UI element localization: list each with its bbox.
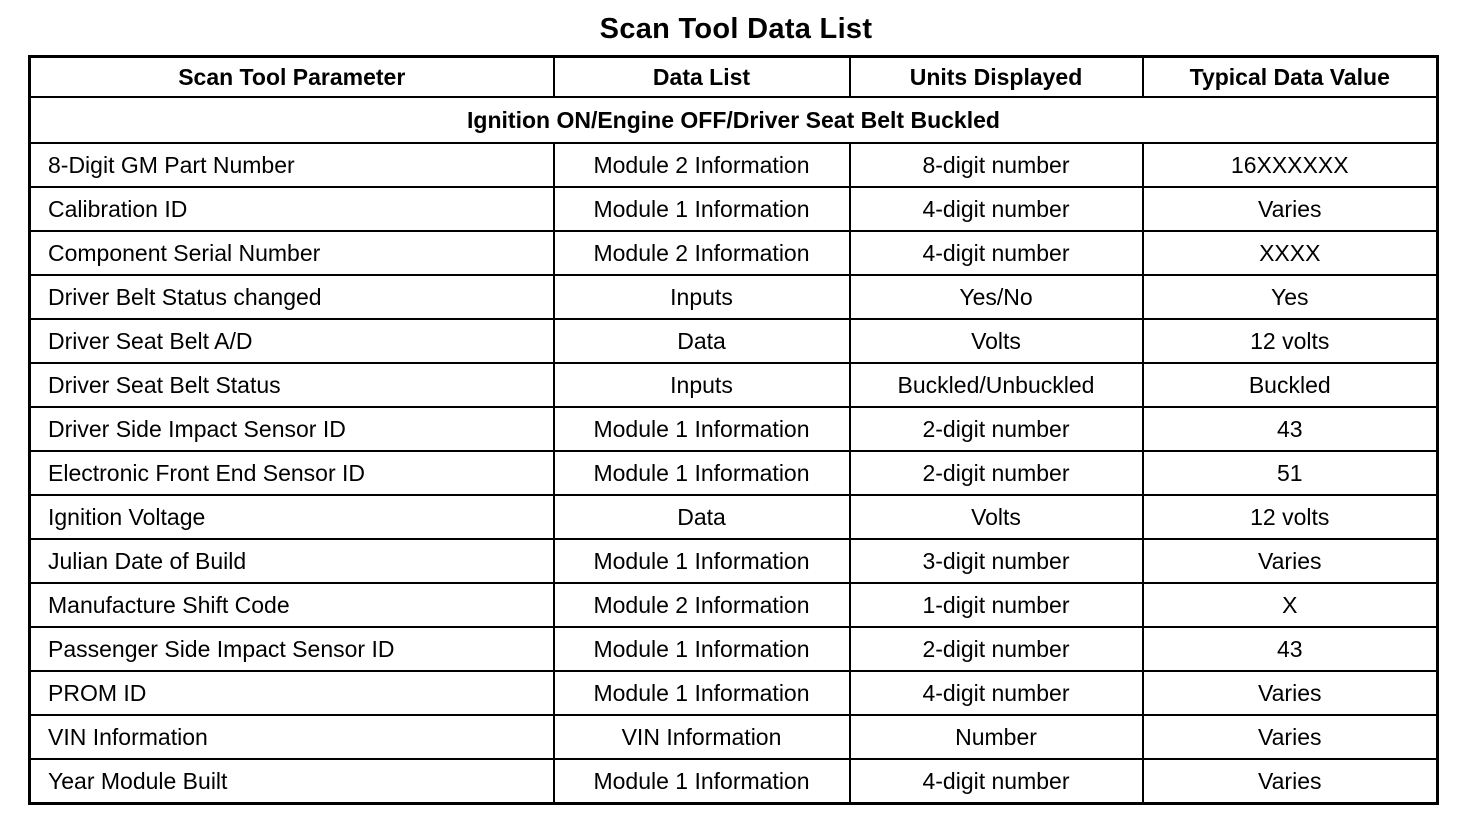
cell-typical-data-value: 12 volts bbox=[1143, 319, 1438, 363]
cell-scan-tool-parameter: Electronic Front End Sensor ID bbox=[30, 451, 554, 495]
table-row bbox=[30, 275, 1438, 319]
cell-data-list: Inputs bbox=[554, 275, 850, 319]
cell-scan-tool-parameter: Driver Seat Belt Status bbox=[30, 363, 554, 407]
column-header-scan-tool-parameter: Scan Tool Parameter bbox=[30, 57, 554, 98]
cell-typical-data-value: 51 bbox=[1143, 451, 1438, 495]
table-row bbox=[30, 363, 1438, 407]
cell-typical-data-value: X bbox=[1143, 583, 1438, 627]
cell-data-list: Module 1 Information bbox=[554, 451, 850, 495]
cell-data-list: Module 1 Information bbox=[554, 539, 850, 583]
cell-scan-tool-parameter: VIN Information bbox=[30, 715, 554, 759]
table-row bbox=[30, 583, 1438, 627]
column-header-typical-data-value: Typical Data Value bbox=[1143, 57, 1438, 98]
cell-data-list: Module 1 Information bbox=[554, 407, 850, 451]
table-row bbox=[30, 187, 1438, 231]
cell-data-list: Inputs bbox=[554, 363, 850, 407]
cell-data-list: Module 1 Information bbox=[554, 671, 850, 715]
cell-units-displayed: 3-digit number bbox=[850, 539, 1143, 583]
cell-typical-data-value: Varies bbox=[1143, 539, 1438, 583]
cell-scan-tool-parameter: Julian Date of Build bbox=[30, 539, 554, 583]
cell-data-list: VIN Information bbox=[554, 715, 850, 759]
cell-data-list: Module 1 Information bbox=[554, 759, 850, 804]
cell-data-list: Module 2 Information bbox=[554, 143, 850, 187]
table-row bbox=[30, 231, 1438, 275]
cell-units-displayed: Volts bbox=[850, 495, 1143, 539]
table-row bbox=[30, 759, 1438, 804]
cell-typical-data-value: Varies bbox=[1143, 759, 1438, 804]
section-heading: Ignition ON/Engine OFF/Driver Seat Belt Buckled bbox=[30, 97, 1438, 143]
section-row bbox=[30, 97, 1438, 143]
cell-units-displayed: 4-digit number bbox=[850, 671, 1143, 715]
cell-typical-data-value: 16XXXXXX bbox=[1143, 143, 1438, 187]
table-row bbox=[30, 319, 1438, 363]
cell-typical-data-value: 43 bbox=[1143, 627, 1438, 671]
cell-scan-tool-parameter: Year Module Built bbox=[30, 759, 554, 804]
cell-scan-tool-parameter: Driver Belt Status changed bbox=[30, 275, 554, 319]
scan-tool-data-table bbox=[28, 55, 1439, 805]
cell-scan-tool-parameter: PROM ID bbox=[30, 671, 554, 715]
cell-scan-tool-parameter: Component Serial Number bbox=[30, 231, 554, 275]
cell-units-displayed: Number bbox=[850, 715, 1143, 759]
cell-typical-data-value: 43 bbox=[1143, 407, 1438, 451]
cell-scan-tool-parameter: Ignition Voltage bbox=[30, 495, 554, 539]
cell-scan-tool-parameter: Calibration ID bbox=[30, 187, 554, 231]
cell-typical-data-value: XXXX bbox=[1143, 231, 1438, 275]
cell-data-list: Module 2 Information bbox=[554, 231, 850, 275]
cell-typical-data-value: Yes bbox=[1143, 275, 1438, 319]
cell-typical-data-value: Buckled bbox=[1143, 363, 1438, 407]
page-title: Scan Tool Data List bbox=[599, 13, 873, 45]
cell-typical-data-value: Varies bbox=[1143, 671, 1438, 715]
cell-typical-data-value: Varies bbox=[1143, 715, 1438, 759]
table-row bbox=[30, 451, 1438, 495]
cell-data-list: Module 1 Information bbox=[554, 187, 850, 231]
cell-units-displayed: Buckled/Unbuckled bbox=[850, 363, 1143, 407]
table-row bbox=[30, 495, 1438, 539]
cell-units-displayed: 2-digit number bbox=[850, 407, 1143, 451]
table-row bbox=[30, 627, 1438, 671]
table-row bbox=[30, 539, 1438, 583]
cell-units-displayed: 4-digit number bbox=[850, 759, 1143, 804]
cell-units-displayed: 2-digit number bbox=[850, 627, 1143, 671]
table-header-row bbox=[30, 57, 1438, 98]
table-row bbox=[30, 715, 1438, 759]
cell-units-displayed: 1-digit number bbox=[850, 583, 1143, 627]
cell-data-list: Module 1 Information bbox=[554, 627, 850, 671]
cell-units-displayed: Yes/No bbox=[850, 275, 1143, 319]
cell-typical-data-value: 12 volts bbox=[1143, 495, 1438, 539]
table-row bbox=[30, 671, 1438, 715]
cell-scan-tool-parameter: Passenger Side Impact Sensor ID bbox=[30, 627, 554, 671]
cell-typical-data-value: Varies bbox=[1143, 187, 1438, 231]
column-header-data-list: Data List bbox=[554, 57, 850, 98]
column-header-units-displayed: Units Displayed bbox=[850, 57, 1143, 98]
cell-scan-tool-parameter: Driver Side Impact Sensor ID bbox=[30, 407, 554, 451]
cell-scan-tool-parameter: 8-Digit GM Part Number bbox=[30, 143, 554, 187]
cell-data-list: Data bbox=[554, 495, 850, 539]
cell-data-list: Data bbox=[554, 319, 850, 363]
cell-units-displayed: 2-digit number bbox=[850, 451, 1143, 495]
cell-data-list: Module 2 Information bbox=[554, 583, 850, 627]
cell-units-displayed: 4-digit number bbox=[850, 231, 1143, 275]
cell-units-displayed: 4-digit number bbox=[850, 187, 1143, 231]
table-row bbox=[30, 143, 1438, 187]
cell-scan-tool-parameter: Driver Seat Belt A/D bbox=[30, 319, 554, 363]
table-row bbox=[30, 407, 1438, 451]
cell-units-displayed: Volts bbox=[850, 319, 1143, 363]
cell-scan-tool-parameter: Manufacture Shift Code bbox=[30, 583, 554, 627]
cell-units-displayed: 8-digit number bbox=[850, 143, 1143, 187]
